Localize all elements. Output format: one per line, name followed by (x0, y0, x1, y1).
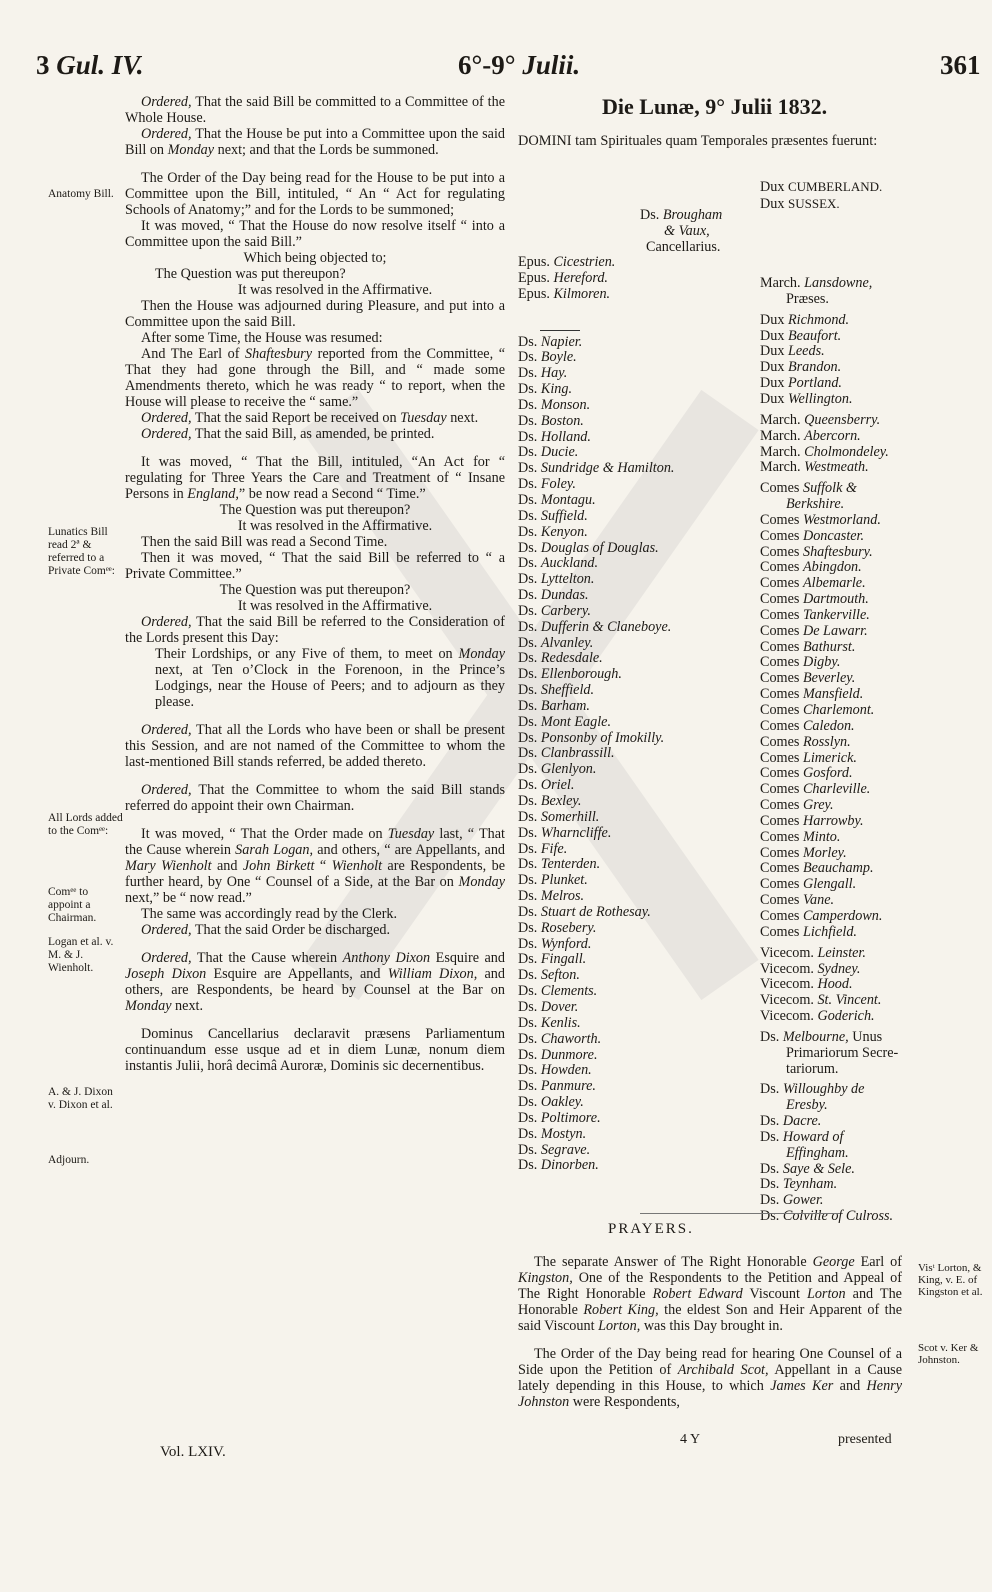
lord-entry: Ds. Rosebery. (518, 919, 597, 936)
lord-entry: Ds. Glenlyon. (518, 761, 597, 778)
lord-entry: Ds. Ducie. (518, 444, 579, 461)
lord-entry: Comes Digby. (760, 654, 841, 671)
lord-entry: Comes Abingdon. (760, 559, 862, 576)
lord-entry: Ds. Poltimore. (518, 1109, 601, 1126)
lord-entry: Dux Leeds. (760, 343, 825, 360)
paragraph-gap (518, 1334, 902, 1346)
lord-entry: Ds. Mostyn. (518, 1125, 587, 1142)
lord-entry: Comes Grey. (760, 797, 834, 814)
lord-entry: Comes Westmorland. (760, 511, 881, 528)
lord-entry: Comes Harrowby. (760, 812, 864, 829)
lord-entry: Ds. Teynham. (760, 1176, 838, 1193)
lord-entry: Ds. Sefton. (518, 967, 580, 984)
proceeding-paragraph: Ordered, That the House be put into a Committee upon the said Bill on Monday next; and that the Lords be summoned. (125, 126, 505, 158)
margin-note: A. & J. Dixon v. Dixon et al. (48, 1086, 113, 1111)
margin-note: Lunatics Bill read 2ª & referred to a Private Comᵉᵉ: (48, 526, 115, 577)
proceeding-paragraph: Then it was moved, “ That the said Bill be referred to “ a Private Committee.” (125, 550, 505, 582)
lord-entry: Vicecom. Goderich. (760, 1008, 875, 1025)
proceeding-paragraph: It was resolved in the Affirmative. (237, 282, 433, 298)
lord-entry: Ds. Gower. (760, 1192, 824, 1209)
lord-entry: Vicecom. Leinster. (760, 944, 866, 961)
lord-entry: Comes Doncaster. (760, 527, 865, 544)
presentes-heading (518, 133, 898, 149)
lord-entry: Ds. Montagu. (518, 491, 596, 508)
proceeding-paragraph: The Question was put thereupon? (155, 266, 346, 282)
lord-entry: Vicecom. Hood. (760, 976, 853, 993)
lord-entry: Dux Brandon. (760, 359, 842, 376)
lord-entry: Dux SUSSEX. (760, 195, 840, 212)
lord-entry: Ds. Bexley. (518, 793, 582, 809)
lord-entry: Comes Beverley. (760, 670, 856, 687)
lord-entry: Ds. Fingall. (518, 951, 587, 968)
lord-entry: Ds. Boston. (518, 412, 584, 429)
lord-entry: Ds. Dover. (518, 998, 579, 1015)
spiritual-lords-list (518, 255, 674, 1174)
lord-entry: Ds. Clanbrassill. (518, 745, 615, 762)
lord-entry: Comes Dartmouth. (760, 591, 869, 608)
lord-entry: Ds. Howden. (518, 1062, 592, 1079)
lord-entry: Ds. Wynford. (518, 935, 592, 952)
lord-entry: March. Abercorn. (760, 427, 861, 444)
lord-entry: Præses. (786, 290, 829, 307)
section-rule (540, 330, 580, 331)
lord-entry: Ds. Sheffield. (518, 682, 595, 699)
chancellor-entry: Ds. Brougham & Vaux, Cancellarius. (640, 207, 723, 255)
lord-entry: Ds. Hay. (518, 365, 568, 382)
lord-entry: Ds. Somerhill. (518, 808, 600, 825)
lord-entry: Ds. Kenyon. (518, 523, 588, 540)
proceeding-paragraph: The Order of the Day being read for the House to be put into a Committee upon the Bill, intituled, “ An “ Act for regulating Schools of Anatomy;” and for the Lords to be summoned; (125, 170, 505, 218)
lord-entry: Comes Charleville. (760, 781, 871, 798)
margin-note: Logan et al. v. M. & J. Wienholt. (48, 936, 114, 974)
margin-note: Comᵉᵉ to appoint a Chairman. (48, 886, 97, 924)
lord-entry: Ds. Oriel. (518, 777, 575, 794)
prayer-paragraph: The Order of the Day being read for hearing One Counsel of a Side upon the Petition of Archibald Scot, Appellant in a Cause lately depending in this House, to which James Ker and Henry Johnston were Respondents, (518, 1346, 902, 1410)
day-title: Die Lunæ, 9° Julii 1832. (602, 94, 828, 119)
proceeding-paragraph: Then the said Bill was read a Second Time. (141, 534, 388, 550)
lord-entry: March. Queensberry. (760, 411, 881, 428)
proceeding-paragraph: Which being objected to; (243, 250, 387, 266)
lord-entry: Comes Glengall. (760, 876, 857, 893)
prayers-heading: PRAYERS. (608, 1221, 694, 1237)
lord-entry: March. Cholmondeley. (760, 443, 889, 460)
catchword: presented (838, 1432, 892, 1447)
paragraph-gap (125, 710, 505, 722)
proceeding-paragraph: After some Time, the House was resumed: (141, 330, 383, 346)
lord-entry: Ds. Alvanley. (518, 634, 594, 651)
volume-number: Vol. LXIV. (160, 1444, 226, 1460)
lord-entry: Ds. Colville of Culross. (760, 1208, 894, 1225)
proceeding-paragraph: It was moved, “ That the Order made on Tuesday last, “ That the Cause wherein Sarah Logan, and others, “ are Appellants, and Mary Wienholt and John Birkett “ Wienholt are Respondents, be further heard, by One “ Counsel of a Side, at the Bar on Monday next,” be “ now read.” (125, 826, 506, 906)
proceeding-paragraph: The same was accordingly read by the Clerk. (141, 906, 398, 922)
lord-entry: Ds. Suffield. (518, 507, 588, 524)
lord-entry: Dux Portland. (760, 375, 842, 392)
lord-entry: Ds. Saye & Sele. (760, 1160, 855, 1177)
proceeding-paragraph: It was resolved in the Affirmative. (237, 518, 433, 534)
proceeding-paragraph: The Question was put thereupon? (219, 502, 411, 518)
lord-entry: Ds. Plunket. (518, 872, 588, 889)
lord-entry: Dux CUMBERLAND. (760, 179, 883, 195)
lord-entry: Ds. Ellenborough. (518, 666, 622, 683)
lord-entry: Comes Bathurst. (760, 638, 856, 655)
lord-entry: Ds. King. (518, 381, 573, 398)
lord-entry: Comes Tankerville. (760, 606, 870, 623)
lord-entry: Ds. Melros. (518, 888, 585, 905)
lord-entry: Ds. Foley. (518, 476, 576, 493)
lord-entry: Vicecom. Sydney. (760, 960, 861, 977)
lord-entry: Comes Gosford. (760, 765, 853, 782)
presentes-text: DOMINI tam Spirituales quam Temporales præsentes fuerunt: (518, 133, 878, 149)
lord-entry: Ds. Fife. (518, 840, 568, 857)
proceeding-paragraph: Ordered, That the said Bill be referred to the Consideration of the Lords present this Day: (125, 614, 505, 646)
temporal-lords-list (760, 179, 898, 1225)
lord-entry: Primariorum Secre- (786, 1044, 899, 1061)
lord-entry: Comes Limerick. (760, 749, 857, 766)
lord-entry: Ds. Lyttelton. (518, 571, 595, 588)
lord-entry: Ds. Sundridge & Hamilton. (518, 460, 675, 477)
lord-entry: Comes Vane. (760, 892, 835, 909)
lord-entry: Ds. Dacre. (760, 1113, 822, 1130)
lord-entry: Ds. Dufferin & Claneboye. (518, 618, 672, 635)
lord-entry: Effingham. (786, 1144, 849, 1161)
lord-entry: Ds. Ponsonby of Imokilly. (518, 729, 665, 746)
lord-entry: Ds. Douglas of Douglas. (518, 539, 659, 556)
page-number: 361 (940, 50, 981, 80)
lord-entry: Dux Beaufort. (760, 327, 842, 344)
lord-entry: Ds. Kenlis. (518, 1014, 581, 1031)
lord-entry: Ds. Stuart de Rothesay. (518, 903, 651, 920)
paragraph-gap (125, 814, 505, 826)
lord-entry: Ds. Boyle. (518, 349, 577, 366)
lord-entry: Comes De Lawarr. (760, 622, 868, 639)
prayers-section (518, 1254, 902, 1410)
lord-entry: Ds. Dinorben. (518, 1157, 599, 1174)
proceeding-paragraph: It was moved, “ That the Bill, intituled, “An Act for “ regulating for Three Years the Care and Treatment of “ Insane Persons in England,” be now read a Second “ Time.” (125, 454, 505, 502)
lord-entry: Ds. Auckland. (518, 555, 598, 572)
paragraph-gap (125, 442, 505, 454)
lord-entry: Ds. Segrave. (518, 1141, 591, 1158)
lord-entry: Vicecom. St. Vincent. (760, 992, 882, 1009)
lord-entry: Ds. Barham. (518, 697, 590, 714)
prayer-paragraph: The separate Answer of The Right Honorable George Earl of Kingston, One of the Respondents to the Petition and Appeal of The Right Honorable Robert Edward Viscount Lorton and The Honorable Robert King, the eldest Son and Heir Apparent of the said Viscount Lorton, was this Day brought in. (518, 1254, 903, 1334)
lord-entry: Ds. Wharncliffe. (518, 824, 612, 841)
lord-entry (518, 319, 674, 335)
lord-entry (760, 213, 898, 229)
lord-entry: Comes Charlemont. (760, 702, 875, 718)
lord-entry: tariorum. (786, 1060, 839, 1077)
lord-entry: Ds. Holland. (518, 428, 591, 445)
lord-entry: Comes Suffolk & (760, 480, 857, 497)
proceeding-paragraph: Ordered, That the Cause wherein Anthony Dixon Esquire and Joseph Dixon Esquire are Appellants, and William Dixon, and others, are Respondents, be heard by Counsel at the Bar on Monday next. (125, 950, 505, 1014)
lord-entry: Comes Beauchamp. (760, 860, 874, 877)
lord-entry: Ds. Oakley. (518, 1094, 584, 1111)
proceeding-paragraph: Dominus Cancellarius declaravit præsens Parliamentum continuandum esse usque ad et in diem Lunæ, nonum diem instantis Julii, horâ decimâ Auroræ, Dominis sic decernentibus. (125, 1026, 505, 1074)
lord-entry: Ds. Clements. (518, 983, 598, 1000)
lord-entry (760, 229, 898, 245)
lord-entry: March. Lansdowne, (760, 275, 873, 292)
lord-entry: Ds. Monson. (518, 396, 591, 413)
proceeding-paragraph: And The Earl of Shaftesbury reported from the Committee, “ That they had gone through the Bill, and “ made some Amendments thereto, which he was ready “ to report, when the House will please to receive the “ same.” (125, 346, 505, 410)
lord-entry (760, 244, 898, 260)
proceeding-paragraph: Ordered, That all the Lords who have been or shall be present this Session, and are not named of the Committee to whom the last-mentioned Bill stands referred, be added thereto. (125, 722, 505, 770)
lord-entry: Ds. Carbery. (518, 602, 591, 619)
lord-entry: Comes Camperdown. (760, 907, 883, 924)
margin-note: Visᵗ Lorton, & King, v. E. of Kingston et al. (918, 1262, 983, 1298)
margin-note: Scot v. Ker & Johnston. (918, 1342, 979, 1366)
proceeding-paragraph: Then the House was adjourned during Pleasure, and put into a Committee upon the said Bill. (125, 298, 505, 330)
paragraph-gap (125, 938, 505, 950)
lord-entry: Berkshire. (786, 496, 845, 513)
paragraph-gap (125, 158, 505, 170)
lord-entry: Ds. Dundas. (518, 587, 589, 604)
paragraph-gap (125, 1014, 505, 1026)
lord-entry: Comes Morley. (760, 844, 847, 861)
lord-entry: Ds. Mont Eagle. (518, 713, 612, 730)
proceeding-paragraph: Ordered, That the Committee to whom the said Bill stands referred do appoint their own Chairman. (125, 782, 505, 814)
lord-entry: Ds. Howard of (760, 1128, 844, 1145)
proceeding-paragraph: The Question was put thereupon? (219, 582, 411, 598)
proceeding-paragraph: Ordered, That the said Order be discharged. (141, 922, 391, 938)
proceeding-paragraph: Ordered, That the said Bill be committed to a Committee of the Whole House. (125, 94, 505, 126)
proceeding-paragraph: It was moved, “ That the House do now resolve itself “ into a Committee upon the said Bill.” (125, 218, 505, 250)
margin-note: All Lords added to the Comᵉᵉ: (48, 812, 123, 837)
lord-entry: March. Westmeath. (760, 459, 869, 476)
header-regnal-year: 3 Gul. IV. (36, 50, 144, 80)
proceeding-paragraph: Ordered, That the said Bill, as amended, be printed. (141, 426, 435, 442)
proceeding-paragraph: Ordered, That the said Report be received on Tuesday next. (141, 410, 479, 426)
lord-entry: Ds. Redesdale. (518, 650, 603, 667)
lord-entry: Comes Albemarle. (760, 575, 866, 592)
lord-entry: Ds. Panmure. (518, 1078, 596, 1095)
lord-entry: Ds. Melbourne, Unus (760, 1028, 883, 1045)
lord-entry: Ds. Willoughby de (760, 1081, 865, 1098)
lord-entry: Epus. Hereford. (518, 269, 608, 286)
lord-entry: Ds. Dunmore. (518, 1046, 598, 1063)
lord-entry: Comes Rosslyn. (760, 733, 851, 750)
margin-note: Adjourn. (48, 1154, 90, 1166)
lord-entry: Epus. Kilmoren. (518, 285, 611, 302)
lord-entry: Epus. Cicestrien. (518, 254, 616, 270)
lord-entry: Comes Minto. (760, 828, 841, 845)
lord-entry: Ds. Tenterden. (518, 856, 601, 873)
left-column-proceedings (125, 94, 505, 1074)
header-dates: 6°-9° Julii. (458, 50, 581, 80)
lord-entry: Ds. Napier. (518, 333, 583, 350)
paragraph-gap (125, 770, 505, 782)
lord-entry: Eresby. (786, 1097, 828, 1114)
signature-mark: 4 Y (680, 1432, 701, 1447)
lord-entry: Comes Lichfield. (760, 923, 857, 940)
lord-entry (518, 303, 674, 319)
section-rule (640, 1213, 840, 1214)
proceeding-paragraph: Their Lordships, or any Five of them, to meet on Monday next, at Ten o’Clock in the Forenoon, in the Prince’s Lodgings, near the House of Peers; and to adjourn as they please. (155, 646, 505, 710)
proceeding-paragraph: It was resolved in the Affirmative. (237, 598, 433, 614)
lord-entry: Ds. Chaworth. (518, 1030, 602, 1047)
lord-entry: Dux Wellington. (760, 390, 853, 407)
lord-entry: Comes Shaftesbury. (760, 543, 873, 560)
lord-entry: Dux Richmond. (760, 311, 850, 328)
margin-note: Anatomy Bill. (48, 188, 114, 200)
lord-entry: Comes Caledon. (760, 717, 855, 734)
lord-entry (760, 260, 898, 276)
lord-entry: Comes Mansfield. (760, 686, 864, 703)
